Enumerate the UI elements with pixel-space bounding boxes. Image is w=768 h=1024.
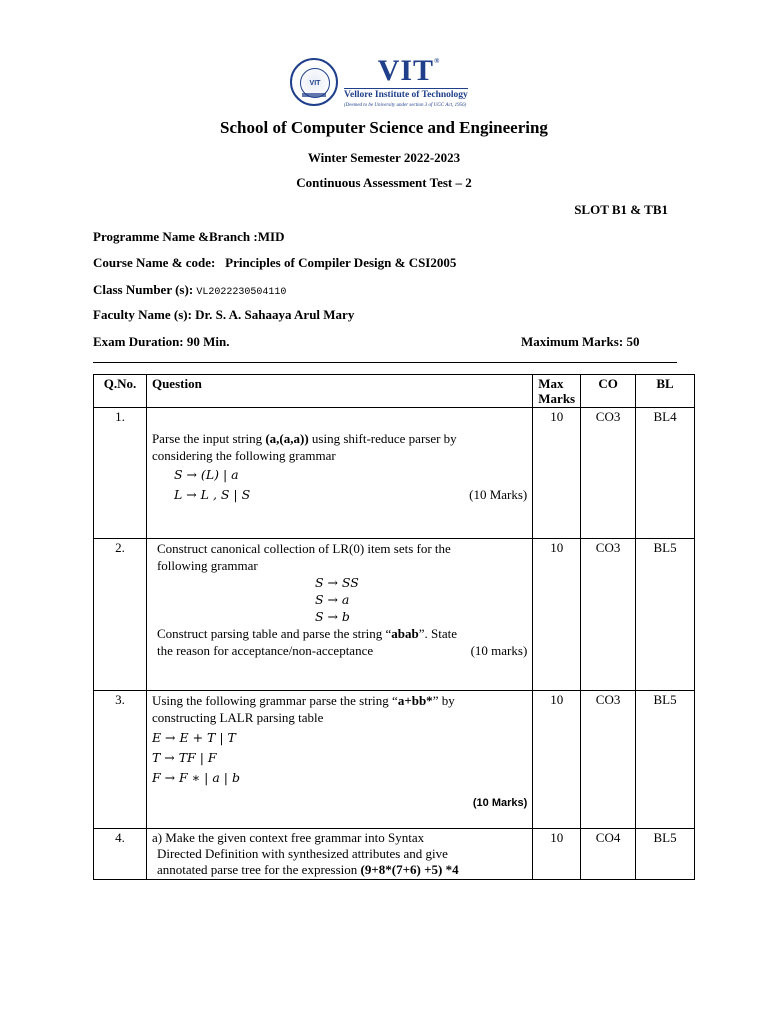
max-marks-cell: 10 xyxy=(533,691,581,829)
bl-cell: BL4 xyxy=(636,408,695,539)
grammar-rule: T → TF | F xyxy=(151,750,217,765)
co-cell: CO3 xyxy=(581,691,636,829)
max-marks-cell: 10 xyxy=(533,829,581,880)
class-value: VL2022230504110 xyxy=(196,287,287,298)
divider xyxy=(93,362,677,363)
max-marks-line xyxy=(521,334,639,350)
grammar-rule: L → L , S | S xyxy=(173,487,251,502)
course-value: Principles of Compiler Design & CSI2005 xyxy=(225,255,457,270)
grammar-rule: S → a xyxy=(314,592,350,607)
max-marks-label: Maximum Marks: xyxy=(521,334,624,349)
logo-text xyxy=(344,56,468,108)
logo-registered-mark: ® xyxy=(434,57,441,66)
duration-value: 90 Min. xyxy=(186,334,230,349)
bl-cell: BL5 xyxy=(636,829,695,880)
marks-note: (10 Marks) xyxy=(472,797,528,809)
grammar-rule: F → F ∗ | a | b xyxy=(151,770,240,785)
grammar-rule: E → E + T | T xyxy=(151,730,236,745)
max-marks-cell: 10 xyxy=(533,539,581,691)
table-row xyxy=(94,408,695,539)
question-number: 3. xyxy=(94,691,147,829)
max-marks-cell: 10 xyxy=(533,408,581,539)
question-text: a) Make the given context free grammar into Syntax Directed Definition with synthesized attributes and give annotated parse tree for the expression (9+8*(7+6) +5) *4 xyxy=(146,829,532,880)
max-marks-value: 50 xyxy=(626,334,640,349)
co-cell: CO4 xyxy=(581,829,636,880)
marks-note: (10 marks) xyxy=(470,643,528,658)
logo-subtitle: (Deemed to be University under section 3 of UGC Act, 1956) xyxy=(344,102,467,108)
header-question: Question xyxy=(146,375,532,408)
question-text: Using the following grammar parse the string “a+bb*” by constructing LALR parsing table E → E + T | T T → TF | F F → F ∗ | a | b (10 Marks) xyxy=(146,691,532,829)
school-title: School of Computer Science and Engineering xyxy=(220,118,548,137)
bl-cell: BL5 xyxy=(636,539,695,691)
course-label: Course Name & code: xyxy=(93,255,216,270)
question-text: Construct canonical collection of LR(0) item sets for the following grammar S → SS S → a S → b Construct parsing table and parse the string “abab”. State the reason for acceptance/non-acceptance (10 marks) xyxy=(146,539,532,691)
questions-table xyxy=(93,374,695,880)
table-row xyxy=(94,691,695,829)
test-title: Continuous Assessment Test – 2 xyxy=(296,175,472,190)
class-label: Class Number (s): xyxy=(93,282,194,297)
duration-line xyxy=(93,334,230,350)
logo-title: VIT xyxy=(377,54,435,88)
table-header-row xyxy=(94,375,695,408)
question-text: Parse the input string (a,(a,a)) using shift-reduce parser by considering the following grammar S → (L) | a L → L , S | S (10 Marks) xyxy=(146,408,532,539)
class-line xyxy=(93,282,286,298)
bl-cell: BL5 xyxy=(636,691,695,829)
co-cell: CO3 xyxy=(581,539,636,691)
header-max-marks: Max Marks xyxy=(533,375,581,408)
programme-line xyxy=(93,229,284,245)
header-bl: BL xyxy=(636,375,695,408)
header-qno: Q.No. xyxy=(94,375,147,408)
programme-label: Programme Name &Branch : xyxy=(93,229,258,244)
faculty-value: Dr. S. A. Sahaaya Arul Mary xyxy=(195,307,355,322)
vit-logo xyxy=(290,54,480,110)
question-number: 2. xyxy=(94,539,147,691)
slot: SLOT B1 & TB1 xyxy=(574,202,668,217)
grammar-rule: S → b xyxy=(314,609,350,624)
programme-value: MID xyxy=(257,229,285,244)
faculty-label: Faculty Name (s): xyxy=(93,307,192,322)
course-line xyxy=(93,255,456,271)
header-co: CO xyxy=(581,375,636,408)
question-number: 4. xyxy=(94,829,147,880)
duration-label: Exam Duration: xyxy=(93,334,184,349)
seal-text: VIT xyxy=(300,68,330,98)
faculty-line xyxy=(93,307,354,323)
marks-note: (10 Marks) xyxy=(469,487,528,502)
co-cell: CO3 xyxy=(581,408,636,539)
semester: Winter Semester 2022-2023 xyxy=(307,150,461,165)
logo-institute-name: Vellore Institute of Technology xyxy=(344,90,468,101)
question-number: 1. xyxy=(94,408,147,539)
grammar-rule: S → SS xyxy=(314,575,359,590)
grammar-rule: S → (L) | a xyxy=(173,467,239,482)
table-row xyxy=(94,829,695,880)
university-seal-icon xyxy=(290,58,338,106)
table-row xyxy=(94,539,695,691)
